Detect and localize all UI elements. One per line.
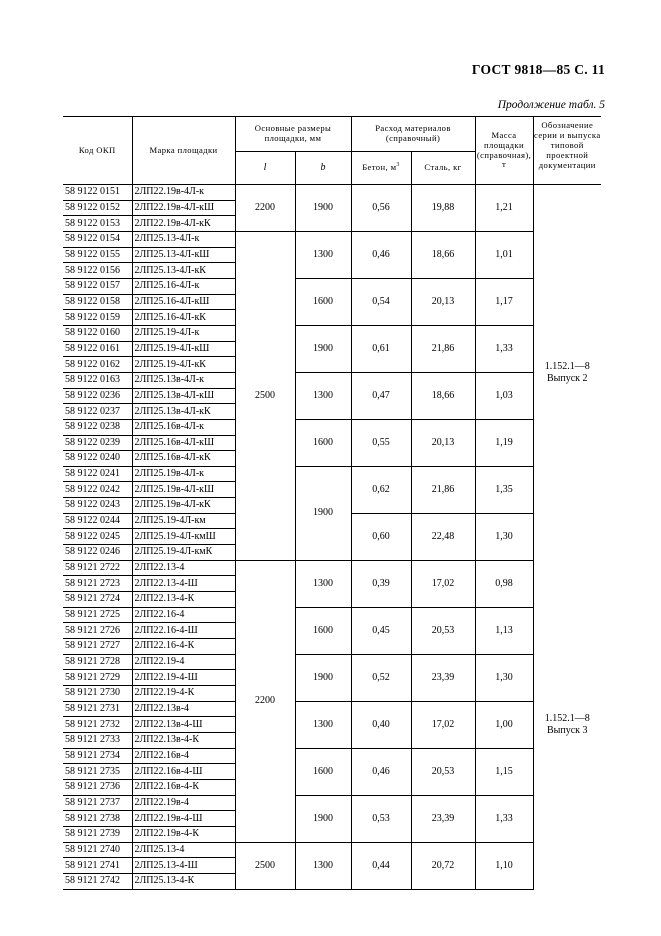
mark-cell: 2ЛП25.19-4Л-км bbox=[132, 513, 235, 529]
okp-code-cell: 58 9122 0157 bbox=[63, 278, 132, 294]
mark-cell: 2ЛП22.16в-4-К bbox=[132, 779, 235, 795]
length-cell: 2500 bbox=[235, 231, 295, 560]
mark-cell: 2ЛП22.13-4 bbox=[132, 560, 235, 576]
steel-cell: 20,13 bbox=[411, 419, 475, 466]
concrete-cell: 0,62 bbox=[351, 466, 411, 513]
mark-cell: 2ЛП22.13в-4 bbox=[132, 701, 235, 717]
width-cell: 1900 bbox=[295, 795, 351, 842]
okp-code-cell: 58 9122 0237 bbox=[63, 404, 132, 420]
mass-cell: 1,33 bbox=[475, 325, 533, 372]
header-width: b bbox=[295, 152, 351, 185]
mark-cell: 2ЛП25.19-4Л-кмШ bbox=[132, 529, 235, 545]
mark-cell: 2ЛП22.13-4-Ш bbox=[132, 576, 235, 592]
mass-cell: 1,30 bbox=[475, 513, 533, 560]
okp-code-cell: 58 9122 0242 bbox=[63, 482, 132, 498]
okp-code-cell: 58 9122 0158 bbox=[63, 294, 132, 310]
okp-code-cell: 58 9122 0153 bbox=[63, 216, 132, 232]
table-row bbox=[63, 372, 601, 388]
okp-code-cell: 58 9121 2735 bbox=[63, 764, 132, 780]
mark-cell: 2ЛП22.16-4 bbox=[132, 607, 235, 623]
header-steel: Сталь, кг bbox=[411, 152, 475, 185]
okp-code-cell: 58 9122 0151 bbox=[63, 185, 132, 201]
okp-code-cell: 58 9121 2733 bbox=[63, 732, 132, 748]
header-mark: Марка площадки bbox=[132, 117, 235, 185]
mass-cell: 1,35 bbox=[475, 466, 533, 513]
concrete-cell: 0,61 bbox=[351, 325, 411, 372]
okp-code-cell: 58 9121 2727 bbox=[63, 639, 132, 655]
okp-code-cell: 58 9121 2732 bbox=[63, 717, 132, 733]
mark-cell: 2ЛП25.19-4Л-кК bbox=[132, 357, 235, 373]
okp-code-cell: 58 9121 2729 bbox=[63, 670, 132, 686]
header-dimensions: Основные размеры площадки, мм bbox=[235, 117, 351, 152]
mass-cell: 1,03 bbox=[475, 372, 533, 419]
width-cell: 1600 bbox=[295, 607, 351, 654]
table-row bbox=[63, 842, 601, 858]
header-length: l bbox=[235, 152, 295, 185]
width-cell: 1900 bbox=[295, 466, 351, 560]
mark-cell: 2ЛП25.16-4Л-к bbox=[132, 278, 235, 294]
mass-cell: 1,10 bbox=[475, 842, 533, 889]
okp-code-cell: 58 9122 0238 bbox=[63, 419, 132, 435]
width-cell: 1900 bbox=[295, 654, 351, 701]
width-cell: 1900 bbox=[295, 325, 351, 372]
mass-cell: 0,98 bbox=[475, 560, 533, 607]
okp-code-cell: 58 9122 0161 bbox=[63, 341, 132, 357]
mass-cell: 1,33 bbox=[475, 795, 533, 842]
okp-code-cell: 58 9122 0154 bbox=[63, 231, 132, 247]
mark-cell: 2ЛП25.16в-4Л-к bbox=[132, 419, 235, 435]
mass-cell: 1,19 bbox=[475, 419, 533, 466]
steel-cell: 20,13 bbox=[411, 278, 475, 325]
documentation-series: 1.152.1—8 bbox=[544, 713, 590, 725]
concrete-cell: 0,54 bbox=[351, 278, 411, 325]
steel-cell: 18,66 bbox=[411, 231, 475, 278]
okp-code-cell: 58 9121 2741 bbox=[63, 858, 132, 874]
header-materials: Расход материалов (справочный) bbox=[351, 117, 475, 152]
mark-cell: 2ЛП22.16-4-Ш bbox=[132, 623, 235, 639]
okp-code-cell: 58 9122 0241 bbox=[63, 466, 132, 482]
mark-cell: 2ЛП22.19в-4-Ш bbox=[132, 811, 235, 827]
concrete-cell: 0,55 bbox=[351, 419, 411, 466]
okp-code-cell: 58 9121 2730 bbox=[63, 686, 132, 702]
mass-cell: 1,21 bbox=[475, 185, 533, 232]
okp-code-cell: 58 9121 2724 bbox=[63, 592, 132, 608]
okp-code-cell: 58 9121 2723 bbox=[63, 576, 132, 592]
steel-cell: 20,53 bbox=[411, 607, 475, 654]
header-documentation: Обозначение серии и выпуска типовой проектной документации bbox=[533, 117, 601, 185]
steel-cell: 23,39 bbox=[411, 654, 475, 701]
mark-cell: 2ЛП22.19в-4Л-к bbox=[132, 185, 235, 201]
okp-code-cell: 58 9121 2728 bbox=[63, 654, 132, 670]
steel-cell: 21,86 bbox=[411, 466, 475, 513]
mark-cell: 2ЛП22.19в-4 bbox=[132, 795, 235, 811]
mark-cell: 2ЛП22.19-4-К bbox=[132, 686, 235, 702]
width-cell: 1600 bbox=[295, 748, 351, 795]
okp-code-cell: 58 9122 0240 bbox=[63, 451, 132, 467]
length-cell: 2500 bbox=[235, 842, 295, 889]
table-row bbox=[63, 185, 601, 201]
mark-cell: 2ЛП25.13-4-К bbox=[132, 873, 235, 889]
documentation-cell bbox=[533, 185, 601, 561]
table-row bbox=[63, 795, 601, 811]
mark-cell: 2ЛП22.19в-4Л-кК bbox=[132, 216, 235, 232]
steel-cell: 20,72 bbox=[411, 842, 475, 889]
okp-code-cell: 58 9122 0156 bbox=[63, 263, 132, 279]
okp-code-cell: 58 9121 2726 bbox=[63, 623, 132, 639]
mark-cell: 2ЛП25.13-4Л-к bbox=[132, 231, 235, 247]
width-cell: 1300 bbox=[295, 372, 351, 419]
length-cell: 2200 bbox=[235, 185, 295, 232]
mark-cell: 2ЛП25.13-4 bbox=[132, 842, 235, 858]
documentation-issue: Выпуск 2 bbox=[547, 372, 588, 384]
okp-code-cell: 58 9122 0163 bbox=[63, 372, 132, 388]
steel-cell: 20,53 bbox=[411, 748, 475, 795]
width-cell: 1900 bbox=[295, 185, 351, 232]
documentation-issue: Выпуск 3 bbox=[547, 724, 588, 736]
concrete-cell: 0,44 bbox=[351, 842, 411, 889]
documentation-cell bbox=[533, 560, 601, 889]
okp-code-cell: 58 9122 0152 bbox=[63, 200, 132, 216]
table-row bbox=[63, 466, 601, 482]
concrete-cell: 0,45 bbox=[351, 607, 411, 654]
width-cell: 1600 bbox=[295, 278, 351, 325]
table-row bbox=[63, 654, 601, 670]
mass-cell: 1,15 bbox=[475, 748, 533, 795]
mark-cell: 2ЛП25.19в-4Л-кК bbox=[132, 498, 235, 514]
table-row bbox=[63, 278, 601, 294]
table-row bbox=[63, 560, 601, 576]
width-cell: 1300 bbox=[295, 231, 351, 278]
mark-cell: 2ЛП22.16в-4 bbox=[132, 748, 235, 764]
length-cell: 2200 bbox=[235, 560, 295, 842]
mark-cell: 2ЛП25.16в-4Л-кШ bbox=[132, 435, 235, 451]
mark-cell: 2ЛП25.16-4Л-кШ bbox=[132, 294, 235, 310]
mass-cell: 1,17 bbox=[475, 278, 533, 325]
steel-cell: 22,48 bbox=[411, 513, 475, 560]
okp-code-cell: 58 9122 0162 bbox=[63, 357, 132, 373]
concrete-cell: 0,39 bbox=[351, 560, 411, 607]
okp-code-cell: 58 9122 0246 bbox=[63, 545, 132, 561]
table-row bbox=[63, 231, 601, 247]
mark-cell: 2ЛП22.16в-4-Ш bbox=[132, 764, 235, 780]
concrete-cell: 0,56 bbox=[351, 185, 411, 232]
mark-cell: 2ЛП25.19-4Л-кмК bbox=[132, 545, 235, 561]
mark-cell: 2ЛП22.19в-4-К bbox=[132, 826, 235, 842]
width-cell: 1300 bbox=[295, 701, 351, 748]
concrete-cell: 0,46 bbox=[351, 748, 411, 795]
header-concrete: Бетон, $м^3$ bbox=[351, 152, 411, 185]
okp-code-cell: 58 9121 2731 bbox=[63, 701, 132, 717]
header-mass: Масса площадки (справочная), т bbox=[475, 117, 533, 185]
okp-code-cell: 58 9121 2736 bbox=[63, 779, 132, 795]
okp-code-cell: 58 9122 0243 bbox=[63, 498, 132, 514]
mark-cell: 2ЛП25.13в-4Л-кК bbox=[132, 404, 235, 420]
okp-code-cell: 58 9121 2738 bbox=[63, 811, 132, 827]
mark-cell: 2ЛП25.13-4Л-кШ bbox=[132, 247, 235, 263]
mark-cell: 2ЛП25.19-4Л-кШ bbox=[132, 341, 235, 357]
documentation-series: 1.152.1—8 bbox=[544, 361, 590, 373]
width-cell: 1300 bbox=[295, 560, 351, 607]
concrete-cell: 0,60 bbox=[351, 513, 411, 560]
mark-cell: 2ЛП25.13-4-Ш bbox=[132, 858, 235, 874]
steel-cell: 18,66 bbox=[411, 372, 475, 419]
mark-cell: 2ЛП25.16-4Л-кК bbox=[132, 310, 235, 326]
table-row bbox=[63, 748, 601, 764]
steel-cell: 17,02 bbox=[411, 701, 475, 748]
steel-cell: 23,39 bbox=[411, 795, 475, 842]
table-header bbox=[63, 117, 601, 185]
width-cell: 1600 bbox=[295, 419, 351, 466]
mark-cell: 2ЛП25.16в-4Л-кК bbox=[132, 451, 235, 467]
concrete-cell: 0,40 bbox=[351, 701, 411, 748]
mark-cell: 2ЛП22.16-4-К bbox=[132, 639, 235, 655]
mark-cell: 2ЛП22.13в-4-Ш bbox=[132, 717, 235, 733]
concrete-cell: 0,53 bbox=[351, 795, 411, 842]
okp-code-cell: 58 9121 2739 bbox=[63, 826, 132, 842]
okp-code-cell: 58 9122 0244 bbox=[63, 513, 132, 529]
okp-code-cell: 58 9121 2722 bbox=[63, 560, 132, 576]
table-row bbox=[63, 607, 601, 623]
table-row bbox=[63, 325, 601, 341]
steel-cell: 17,02 bbox=[411, 560, 475, 607]
table-row bbox=[63, 701, 601, 717]
mass-cell: 1,13 bbox=[475, 607, 533, 654]
okp-code-cell: 58 9122 0155 bbox=[63, 247, 132, 263]
specification-table bbox=[63, 116, 601, 890]
mass-cell: 1,01 bbox=[475, 231, 533, 278]
okp-code-cell: 58 9122 0159 bbox=[63, 310, 132, 326]
okp-code-cell: 58 9122 0236 bbox=[63, 388, 132, 404]
mass-cell: 1,30 bbox=[475, 654, 533, 701]
mark-cell: 2ЛП25.19в-4Л-кШ bbox=[132, 482, 235, 498]
mark-cell: 2ЛП25.19-4Л-к bbox=[132, 325, 235, 341]
okp-code-cell: 58 9121 2734 bbox=[63, 748, 132, 764]
mark-cell: 2ЛП25.13в-4Л-к bbox=[132, 372, 235, 388]
okp-code-cell: 58 9122 0239 bbox=[63, 435, 132, 451]
mass-cell: 1,00 bbox=[475, 701, 533, 748]
header-code: Код ОКП bbox=[63, 117, 132, 185]
mark-cell: 2ЛП22.19-4-Ш bbox=[132, 670, 235, 686]
okp-code-cell: 58 9121 2725 bbox=[63, 607, 132, 623]
mark-cell: 2ЛП25.13в-4Л-кШ bbox=[132, 388, 235, 404]
concrete-cell: 0,46 bbox=[351, 231, 411, 278]
okp-code-cell: 58 9122 0245 bbox=[63, 529, 132, 545]
okp-code-cell: 58 9121 2740 bbox=[63, 842, 132, 858]
mark-cell: 2ЛП25.13-4Л-кК bbox=[132, 263, 235, 279]
mark-cell: 2ЛП22.13в-4-К bbox=[132, 732, 235, 748]
width-cell: 1300 bbox=[295, 842, 351, 889]
okp-code-cell: 58 9122 0160 bbox=[63, 325, 132, 341]
okp-code-cell: 58 9121 2737 bbox=[63, 795, 132, 811]
concrete-cell: 0,47 bbox=[351, 372, 411, 419]
okp-code-cell: 58 9121 2742 bbox=[63, 873, 132, 889]
steel-cell: 21,86 bbox=[411, 325, 475, 372]
page-title: ГОСТ 9818—85 С. 11 bbox=[471, 62, 605, 77]
table-continuation-label: Продолжение табл. 5 bbox=[497, 99, 605, 111]
mark-cell: 2ЛП25.19в-4Л-к bbox=[132, 466, 235, 482]
steel-cell: 19,88 bbox=[411, 185, 475, 232]
table-body bbox=[63, 185, 601, 890]
concrete-cell: 0,52 bbox=[351, 654, 411, 701]
mark-cell: 2ЛП22.19-4 bbox=[132, 654, 235, 670]
mark-cell: 2ЛП22.19в-4Л-кШ bbox=[132, 200, 235, 216]
mark-cell: 2ЛП22.13-4-К bbox=[132, 592, 235, 608]
table-row bbox=[63, 419, 601, 435]
